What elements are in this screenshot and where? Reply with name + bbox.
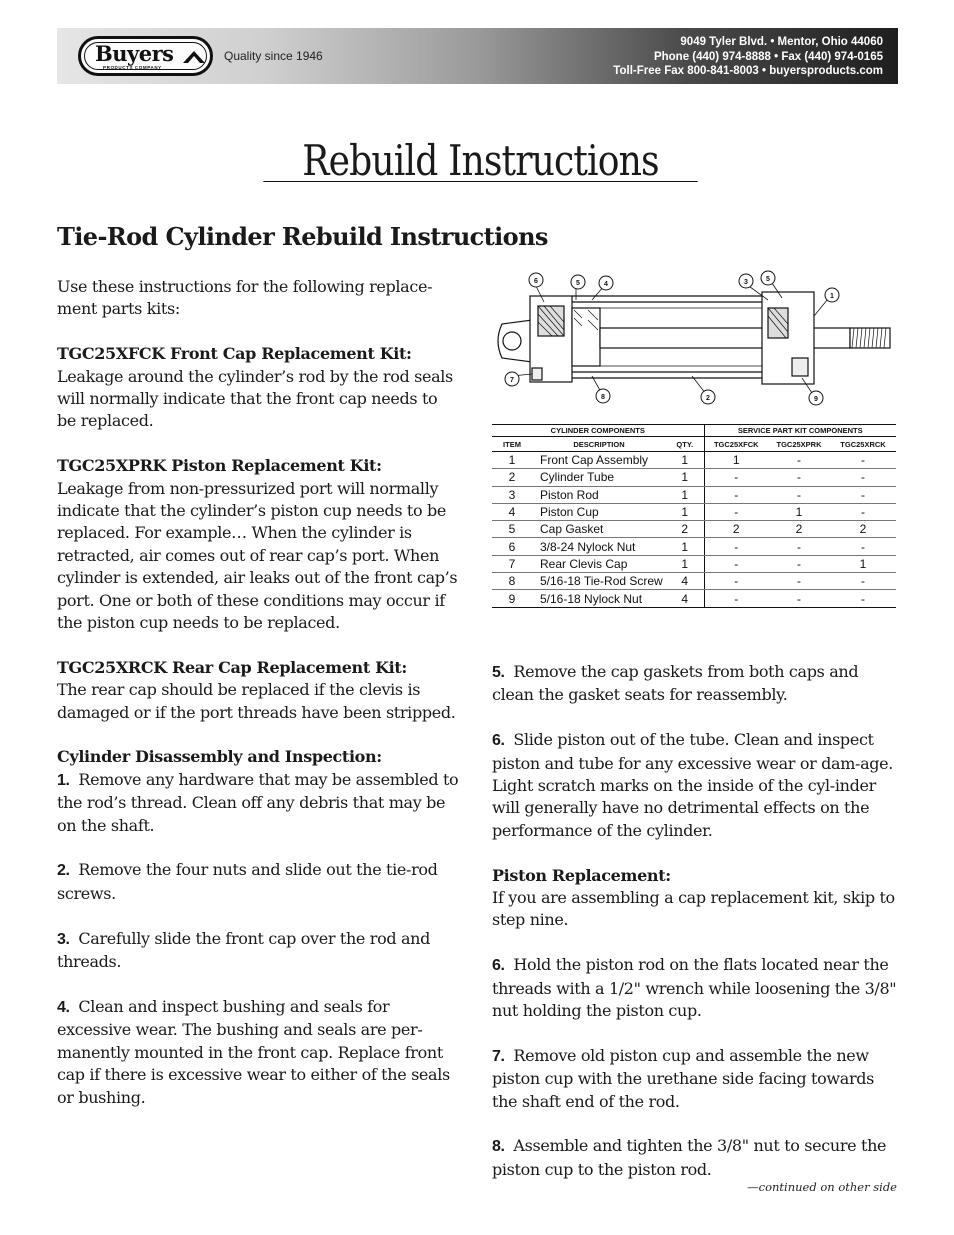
svg-text:7: 7 xyxy=(510,377,514,384)
table-row: 5 Cap Gasket 2 2 2 2 xyxy=(492,521,896,538)
col-description: DESCRIPTION xyxy=(532,437,666,452)
phone-line: Phone (440) 974-8888 • Fax (440) 974-0165 xyxy=(653,50,883,63)
svg-text:9: 9 xyxy=(814,396,818,403)
group-service-kit: SERVICE PART KIT COMPONENTS xyxy=(704,425,896,437)
contact-block xyxy=(613,35,883,79)
continued-note: —continued on other side xyxy=(747,1180,897,1194)
group-cylinder-components: CYLINDER COMPONENTS xyxy=(492,425,704,437)
logo-wordmark: Buyers xyxy=(95,41,174,66)
table-row: 1 Front Cap Assembly 1 1 - - xyxy=(492,452,896,469)
logo-mountain-icon xyxy=(183,49,205,65)
svg-text:6: 6 xyxy=(534,278,538,285)
piston-step-8 xyxy=(492,1135,902,1181)
right-column xyxy=(492,661,902,1181)
step-number: 1. xyxy=(57,771,70,789)
callout-4 xyxy=(599,276,613,290)
callout-8 xyxy=(596,389,610,403)
step-number: 3. xyxy=(57,930,70,948)
callout-2 xyxy=(701,390,715,404)
table-row: 6 3/8-24 Nylock Nut 1 - - - xyxy=(492,538,896,555)
kit-rear-cap xyxy=(57,657,459,724)
kit-text: The rear cap should be replaced if the clevis is damaged or if the port threads have been stripped. xyxy=(57,680,456,722)
table-row: 7 Rear Clevis Cap 1 - - 1 xyxy=(492,555,896,572)
step-number: 7. xyxy=(492,1047,505,1065)
svg-text:5: 5 xyxy=(576,280,580,287)
parts-table xyxy=(492,424,896,608)
col-qty: QTY. xyxy=(666,437,704,452)
svg-text:4: 4 xyxy=(604,281,608,288)
step-number: 5. xyxy=(492,664,505,681)
step-text: Slide piston out of the tube. Clean and inspect piston and tube for any excessive wear or dam-age. Light scratch marks on the inside of the cyl-inder will generally have no detrimental effects on the performance of the cylinder. xyxy=(492,730,894,840)
svg-text:8: 8 xyxy=(601,394,605,401)
kit-heading: TGC25XPRK Piston Replacement Kit: xyxy=(57,456,382,476)
disassembly-step-4 xyxy=(57,996,459,1109)
piston-replacement-intro xyxy=(492,865,902,932)
table-row: 9 5/16-18 Nylock Nut 4 - - - xyxy=(492,590,896,607)
table-row: 4 Piston Cup 1 - 1 - xyxy=(492,503,896,520)
col-tgc25xfck: TGC25XFCK xyxy=(704,437,768,452)
col-tgc25xrck: TGC25XRCK xyxy=(830,437,896,452)
tagline: Quality since 1946 xyxy=(224,49,323,63)
col-tgc25xprk: TGC25XPRK xyxy=(768,437,830,452)
left-column xyxy=(57,276,459,1131)
disassembly-step-2 xyxy=(57,859,459,905)
address-line: 9049 Tyler Blvd. • Mentor, Ohio 44060 xyxy=(680,36,883,48)
callout-1 xyxy=(825,288,839,302)
table-row: 2 Cylinder Tube 1 - - - xyxy=(492,469,896,486)
col-item: ITEM xyxy=(492,437,532,452)
disassembly-heading: Cylinder Disassembly and Inspection: xyxy=(57,747,382,767)
disassembly-step-1 xyxy=(57,746,459,837)
callout-7 xyxy=(505,372,519,386)
step-text: Clean and inspect bushing and seals for excessive wear. The bushing and seals are per-manently mounted in the front cap. Replace front cap if there is excessive wear to either of the seals or bushing. xyxy=(57,996,450,1107)
kit-front-cap xyxy=(57,343,459,433)
piston-step-6 xyxy=(492,954,902,1022)
cylinder-diagram xyxy=(492,266,898,412)
step-text: Remove old piston cup and assemble the new piston cup with the urethane side facing towards the shaft end of the rod. xyxy=(492,1045,874,1111)
step-text: Remove any hardware that may be assembled to the rod’s thread. Clean off any debris that may be on the shaft. xyxy=(57,769,459,835)
intro-paragraph: Use these instructions for the following replace-ment parts kits: xyxy=(57,277,433,319)
svg-text:1: 1 xyxy=(830,293,834,300)
svg-text:3: 3 xyxy=(744,279,748,286)
step-number: 2. xyxy=(57,862,70,880)
callout-6 xyxy=(529,273,543,287)
piston-replacement-heading: Piston Replacement: xyxy=(492,865,671,885)
callout-3 xyxy=(739,274,753,288)
page-title: Rebuild Instructions xyxy=(263,138,697,182)
table-column-header xyxy=(492,437,896,452)
table-group-header xyxy=(492,425,896,437)
table-row: 8 5/16-18 Tie-Rod Screw 4 - - - xyxy=(492,573,896,590)
step-number: 4. xyxy=(57,998,70,1016)
step-text: Remove the cap gaskets from both caps and clean the gasket seats for reassembly. xyxy=(492,662,859,705)
svg-text:2: 2 xyxy=(706,395,710,402)
table-row: 3 Piston Rod 1 - - - xyxy=(492,486,896,503)
step-6 xyxy=(492,729,902,842)
step-text: Carefully slide the front cap over the rod and threads. xyxy=(57,928,431,972)
kit-heading: TGC25XRCK Rear Cap Replacement Kit: xyxy=(57,657,407,677)
step-text: Remove the four nuts and slide out the tie-rod screws. xyxy=(57,860,438,903)
step-5 xyxy=(492,661,902,707)
piston-replacement-text: If you are assembling a cap replacement kit, skip to step nine. xyxy=(492,888,895,930)
svg-text:5: 5 xyxy=(766,276,770,283)
buyers-logo xyxy=(78,36,213,76)
step-number: 6. xyxy=(492,732,505,750)
step-number: 6. xyxy=(492,957,505,975)
piston-step-7 xyxy=(492,1045,902,1113)
section-title: Tie-Rod Cylinder Rebuild Instructions xyxy=(57,222,548,251)
step-number: 8. xyxy=(492,1138,505,1156)
kit-text: Leakage from non-pressurized port will normally indicate that the cylinder’s piston cup needs to be replaced. For example… When the cylinder is retracted, air comes out of rear cap’s port. When cylinder is extended, air leaks out of the front cap’s port. One or both of these conditions may occur if the piston cup needs to be replaced. xyxy=(57,478,458,633)
step-text: Assemble and tighten the 3/8" nut to secure the piston cup to the piston rod. xyxy=(492,1136,887,1179)
callout-9 xyxy=(809,391,823,405)
callout-5b xyxy=(761,271,775,285)
disassembly-step-3 xyxy=(57,928,459,974)
logo-subtext: PRODUCTS COMPANY xyxy=(103,65,162,70)
kit-piston xyxy=(57,455,459,634)
callout-5 xyxy=(571,275,585,289)
tollfree-line: Toll-Free Fax 800-841-8003 • buyersproducts.com xyxy=(613,65,883,77)
kit-heading: TGC25XFCK Front Cap Replacement Kit: xyxy=(57,344,412,364)
step-text: Hold the piston rod on the flats located near the threads with a 1/2" wrench while loosening the 3/8" nut holding the piston cup. xyxy=(492,955,897,1021)
header-bar xyxy=(57,28,898,84)
kit-text: Leakage around the cylinder’s rod by the rod seals will normally indicate that the front cap needs to be replaced. xyxy=(57,366,453,431)
